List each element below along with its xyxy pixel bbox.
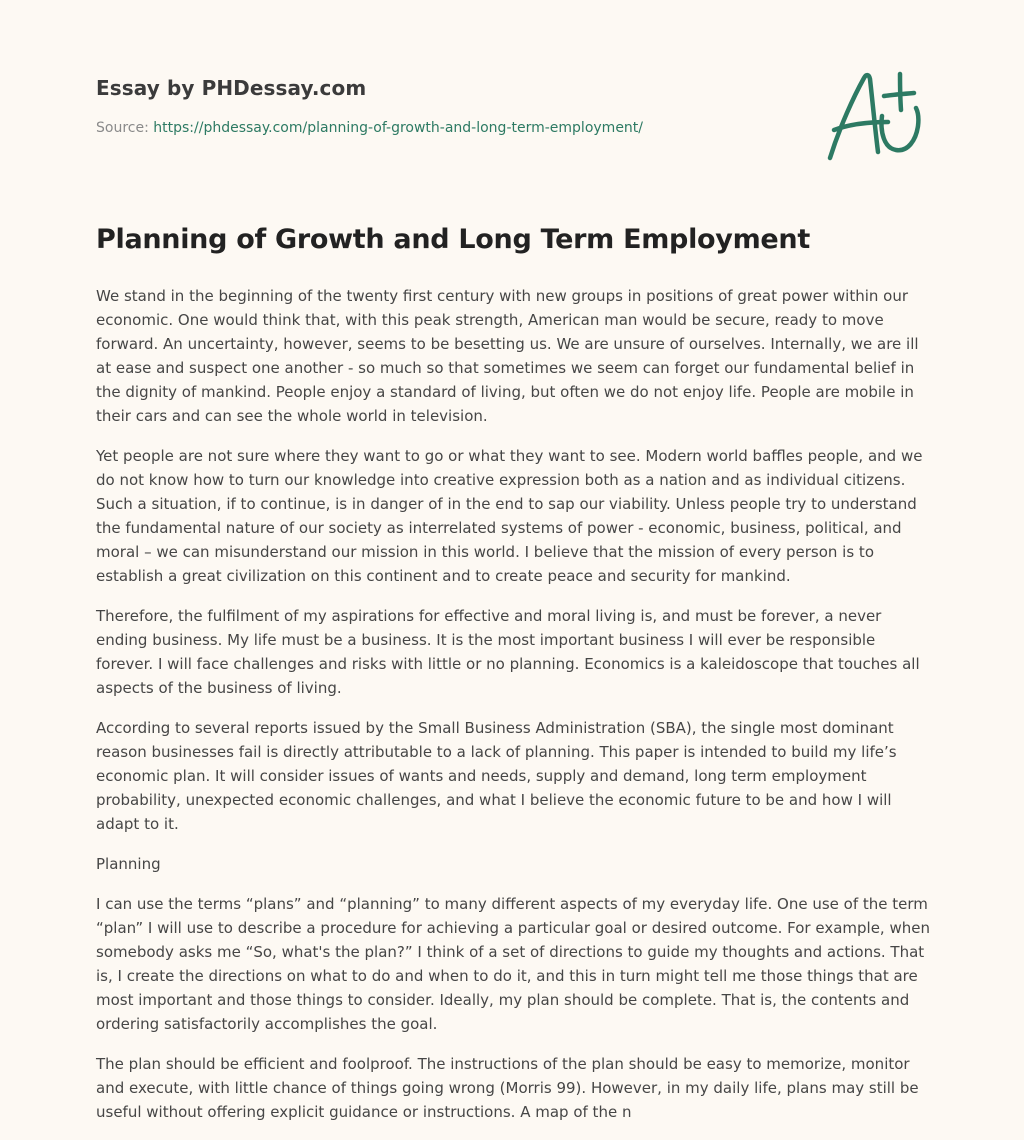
essay-paragraph: Therefore, the fulfilment of my aspirations for effective and moral living is, and must be forever, a never ending business. My life must be a business. It is the most important business I will ever be responsible forever. I will face challenges and risks with little or no planning. Economics is a kaleidoscope that touches all aspects of the business of living. xyxy=(96,607,920,697)
a-plus-logo-icon xyxy=(822,66,932,166)
essay-paragraph: I can use the terms “plans” and “planning” to many different aspects of my everyday life. One use of the term “plan” I will use to describe a procedure for achieving a particular goal or desired outcome. For example, when somebody asks me “So, what's the plan?” I think of a set of directions to guide my thoughts and actions. That is, I create the directions on what to do and when to do it, and this in turn might tell me those things that are most important and those things to consider. Ideally, my plan should be complete. That is, the contents and ordering satisfactorily accomplishes the goal. xyxy=(96,895,930,1033)
essay-body xyxy=(96,284,932,1140)
page-header xyxy=(96,76,696,136)
section-heading: Planning xyxy=(96,855,161,873)
source-label: Source: xyxy=(96,120,154,136)
site-brand: Essay by PHDessay.com xyxy=(96,76,367,100)
essay-paragraph: Yet people are not sure where they want to go or what they want to see. Modern world baffles people, and we do not know how to turn our knowledge into creative expression both as a nation and as individual citizens. Such a situation, if to continue, is in danger of in the end to sap our viability. Unless people try to understand the fundamental nature of our society as interrelated systems of power - economic, business, political, and moral – we can misunderstand our mission in this world. I believe that the mission of every person is to establish a great civilization on this continent and to create peace and security for mankind. xyxy=(96,447,923,585)
essay-title: Planning of Growth and Long Term Employment xyxy=(96,224,810,255)
source-line xyxy=(96,120,696,136)
essay-paragraph: The plan should be efficient and foolproof. The instructions of the plan should be easy to memorize, monitor and execute, with little chance of things going wrong (Morris 99). However, in my daily life, plans may still be useful without offering explicit guidance or instructions. A map of the n xyxy=(96,1055,919,1121)
source-link[interactable]: https://phdessay.com/planning-of-growth-and-long-term-employment/ xyxy=(153,120,644,136)
essay-paragraph: According to several reports issued by the Small Business Administration (SBA), the single most dominant reason businesses fail is directly attributable to a lack of planning. This paper is intended to build my life’s economic plan. It will consider issues of wants and needs, supply and demand, long term employment probability, unexpected economic challenges, and what I believe the economic future to be and how I will adapt to it. xyxy=(96,719,897,833)
essay-paragraph: We stand in the beginning of the twenty first century with new groups in positions of great power within our economic. One would think that, with this peak strength, American man would be secure, ready to move forward. An uncertainty, however, seems to be besetting us. We are unsure of ourselves. Internally, we are ill at ease and suspect one another - so much so that sometimes we seem can forget our fundamental belief in the dignity of mankind. People enjoy a standard of living, but often we do not enjoy life. People are mobile in their cars and can see the whole world in television. xyxy=(96,287,919,425)
